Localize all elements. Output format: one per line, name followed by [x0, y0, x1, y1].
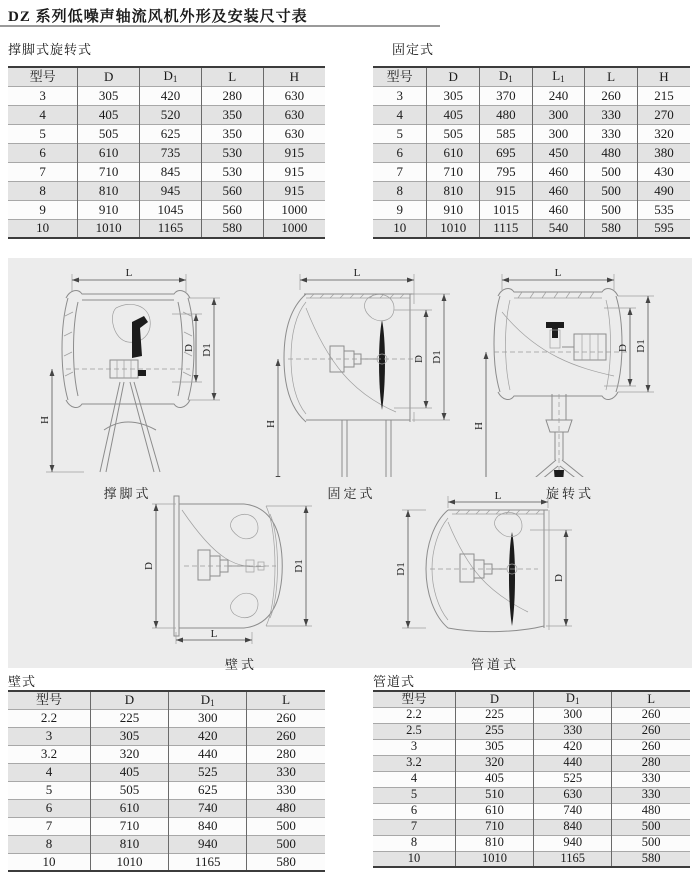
table-cell: 915 [263, 143, 325, 162]
table-header-row [8, 67, 325, 86]
wall-fan-figure [126, 490, 356, 648]
table-cell: 510 [455, 787, 533, 803]
dim-D1 [395, 510, 426, 628]
table-cell: 3.2 [373, 755, 455, 771]
table-cell: 260 [247, 709, 325, 727]
table-cell: 945 [140, 181, 202, 200]
table-cell: 2.5 [373, 723, 455, 739]
drawing-tripod-fan [20, 264, 235, 502]
svg-text:D: D [617, 344, 629, 352]
table-cell: 610 [78, 143, 140, 162]
table-row [373, 819, 690, 835]
dim-D1 [618, 296, 654, 392]
table-cell: 8 [373, 835, 455, 851]
table-cell: 5 [8, 124, 78, 143]
column-header: D [90, 691, 168, 709]
column-header: L [201, 67, 263, 86]
table-cell: 1000 [263, 219, 325, 238]
table-cell: 1045 [140, 200, 202, 219]
table-cell: 380 [637, 143, 690, 162]
table-cell: 320 [455, 755, 533, 771]
dimension-table-tripod-rotary [8, 66, 325, 239]
table-row [8, 781, 325, 799]
table-cell: 810 [455, 835, 533, 851]
table-cell: 8 [8, 835, 90, 853]
table-cell: 330 [534, 723, 612, 739]
table-row [8, 727, 325, 745]
table-cell: 595 [637, 219, 690, 238]
duct-fan-figure [380, 490, 610, 648]
column-header: $L_1$ [532, 67, 585, 86]
table-cell: 4 [8, 105, 78, 124]
table-cell: 370 [480, 86, 533, 105]
table-cell: 505 [90, 781, 168, 799]
table-cell: 430 [637, 162, 690, 181]
svg-text:H: H [265, 420, 277, 428]
table-cell: 500 [585, 181, 638, 200]
table-row [373, 86, 690, 105]
table-cell: 6 [373, 803, 455, 819]
table-cell: 480 [585, 143, 638, 162]
table-cell: 525 [534, 771, 612, 787]
column-header: $D_1$ [140, 67, 202, 86]
table-row [373, 707, 690, 723]
svg-text:L: L [210, 628, 218, 640]
table-cell: 330 [585, 105, 638, 124]
dimension-table-fixed [373, 66, 690, 239]
table-cell: 840 [169, 817, 247, 835]
drawing-fixed-fan [244, 264, 459, 502]
table-cell: 580 [585, 219, 638, 238]
table-cell: 440 [534, 755, 612, 771]
table-cell: 535 [637, 200, 690, 219]
table-cell: 330 [612, 771, 690, 787]
drawing-wall-fan [126, 490, 356, 673]
table-cell: 5 [8, 781, 90, 799]
drawing-caption: 旋转式 [545, 486, 594, 501]
table-cell: 330 [247, 781, 325, 799]
fixed-fan-figure [244, 264, 459, 477]
section-title-fixed: 固定式 [392, 42, 435, 57]
table-cell: 300 [169, 709, 247, 727]
table-header-row [8, 691, 325, 709]
table-row [8, 124, 325, 143]
table-cell: 910 [78, 200, 140, 219]
table-row [8, 143, 325, 162]
table-cell: 440 [169, 745, 247, 763]
table-row [8, 219, 325, 238]
table-cell: 3 [373, 739, 455, 755]
motor-and-impeller [184, 514, 276, 617]
table-cell: 500 [247, 835, 325, 853]
table-row [373, 851, 690, 867]
table-cell: 330 [585, 124, 638, 143]
table-cell: 530 [201, 143, 263, 162]
table-cell: 420 [534, 739, 612, 755]
table-cell: 610 [455, 803, 533, 819]
table-row [373, 723, 690, 739]
table-cell: 6 [373, 143, 427, 162]
svg-text:L: L [494, 490, 502, 502]
table-cell: 1010 [455, 851, 533, 867]
table-row [373, 124, 690, 143]
table-row [373, 162, 690, 181]
table-cell: 505 [427, 124, 480, 143]
table-cell: 630 [263, 124, 325, 143]
table-cell: 810 [90, 835, 168, 853]
table-cell: 420 [140, 86, 202, 105]
column-header: H [637, 67, 690, 86]
svg-text:H: H [39, 416, 51, 424]
table-cell: 625 [140, 124, 202, 143]
table-cell: 625 [169, 781, 247, 799]
column-header: D [455, 691, 533, 707]
table-cell: 4 [8, 763, 90, 781]
table-cell: 710 [90, 817, 168, 835]
section-title-wall: 壁式 [8, 674, 37, 689]
table-cell: 540 [532, 219, 585, 238]
table-cell: 280 [612, 755, 690, 771]
mounting-feet [326, 420, 391, 477]
table-cell: 8 [373, 181, 427, 200]
impeller-and-motor [66, 304, 190, 378]
column-header: L [585, 67, 638, 86]
table-cell: 740 [534, 803, 612, 819]
table-cell: 480 [247, 799, 325, 817]
table-cell: 1010 [90, 853, 168, 871]
svg-text:D1: D1 [635, 339, 647, 353]
table-cell: 1165 [534, 851, 612, 867]
table-cell: 8 [8, 181, 78, 200]
table-cell: 320 [90, 745, 168, 763]
table-header-row [373, 67, 690, 86]
table-cell: 1165 [169, 853, 247, 871]
table-cell: 710 [427, 162, 480, 181]
column-header: L [612, 691, 690, 707]
table-cell: 3 [8, 727, 90, 745]
column-header: $D_1$ [480, 67, 533, 86]
svg-text:D1: D1 [293, 559, 305, 573]
table-cell: 330 [612, 787, 690, 803]
dim-H [265, 359, 304, 477]
table-cell: 580 [612, 851, 690, 867]
table-cell: 1000 [263, 200, 325, 219]
svg-text:L: L [554, 267, 562, 279]
table-row [373, 200, 690, 219]
svg-text:H: H [473, 422, 485, 430]
table-cell: 630 [263, 105, 325, 124]
table-cell: 480 [612, 803, 690, 819]
column-header: 型号 [386, 68, 413, 84]
table-cell: 1010 [427, 219, 480, 238]
table-cell: 610 [90, 799, 168, 817]
table-cell: 810 [427, 181, 480, 200]
table-row [8, 799, 325, 817]
svg-text:D1: D1 [201, 343, 213, 357]
table-row [373, 835, 690, 851]
table-cell: 405 [90, 763, 168, 781]
table-cell: 2.2 [8, 709, 90, 727]
table-cell: 2.2 [373, 707, 455, 723]
table-cell: 1115 [480, 219, 533, 238]
motor-and-impeller [494, 322, 628, 360]
table-cell: 530 [201, 162, 263, 181]
table-row [8, 817, 325, 835]
drawing-rotary-fan [458, 264, 682, 502]
table-cell: 3 [373, 86, 427, 105]
table-cell: 500 [585, 200, 638, 219]
column-header: 型号 [35, 692, 62, 708]
table-cell: 350 [201, 124, 263, 143]
table-cell: 460 [532, 181, 585, 200]
table-cell: 5 [373, 124, 427, 143]
table-cell: 10 [8, 853, 90, 871]
table-cell: 505 [78, 124, 140, 143]
table-row [8, 200, 325, 219]
pedestal-stand [516, 394, 604, 477]
table-row [373, 143, 690, 162]
table-cell: 405 [427, 105, 480, 124]
table-cell: 305 [455, 739, 533, 755]
table-cell: 330 [247, 763, 325, 781]
svg-text:D1: D1 [431, 350, 443, 364]
drawing-caption: 固定式 [327, 486, 376, 501]
table-cell: 735 [140, 143, 202, 162]
table-cell: 225 [455, 707, 533, 723]
table-cell: 405 [78, 105, 140, 124]
table-cell: 940 [169, 835, 247, 853]
dim-L [300, 267, 414, 290]
table-cell: 3.2 [8, 745, 90, 763]
table-row [8, 853, 325, 871]
table-row [8, 162, 325, 181]
table-cell: 585 [480, 124, 533, 143]
dim-L [502, 267, 614, 290]
table-cell: 525 [169, 763, 247, 781]
table-cell: 280 [247, 745, 325, 763]
tripod-fan-figure [20, 264, 235, 477]
table-cell: 1010 [78, 219, 140, 238]
dim-L [72, 267, 186, 292]
svg-text:L: L [125, 267, 133, 279]
table-cell: 10 [373, 851, 455, 867]
dim-D [143, 504, 176, 628]
table-cell: 560 [201, 181, 263, 200]
table-cell: 305 [90, 727, 168, 745]
table-cell: 350 [201, 105, 263, 124]
table-cell: 260 [612, 723, 690, 739]
table-cell: 305 [427, 86, 480, 105]
svg-text:D: D [143, 562, 155, 570]
table-cell: 300 [532, 124, 585, 143]
table-row [8, 763, 325, 781]
drawing-caption: 管道式 [470, 657, 519, 672]
table-cell: 7 [8, 162, 78, 181]
dim-D [530, 530, 572, 626]
table-cell: 480 [480, 105, 533, 124]
table-cell: 3 [8, 86, 78, 105]
fan-housing [494, 289, 622, 400]
motor-and-impeller [288, 294, 424, 410]
table-cell: 10 [8, 219, 78, 238]
table-row [8, 105, 325, 124]
table-cell: 915 [480, 181, 533, 200]
table-cell: 420 [169, 727, 247, 745]
table-cell: 610 [427, 143, 480, 162]
table-cell: 695 [480, 143, 533, 162]
table-cell: 260 [585, 86, 638, 105]
table-cell: 710 [78, 162, 140, 181]
table-cell: 490 [637, 181, 690, 200]
dim-L [176, 628, 252, 644]
column-header: D [427, 67, 480, 86]
table-cell: 520 [140, 105, 202, 124]
table-cell: 460 [532, 162, 585, 181]
table-cell: 915 [263, 181, 325, 200]
table-cell: 580 [201, 219, 263, 238]
table-cell: 450 [532, 143, 585, 162]
table-cell: 260 [612, 707, 690, 723]
column-header: D [78, 67, 140, 86]
table-cell: 6 [8, 799, 90, 817]
column-header: H [263, 67, 325, 86]
table-row [373, 219, 690, 238]
section-title-tripod-rotary: 撑脚式旋转式 [8, 42, 93, 57]
table-row [8, 86, 325, 105]
column-header: L [247, 691, 325, 709]
fan-housing [426, 510, 549, 632]
table-cell: 305 [78, 86, 140, 105]
table-cell: 255 [455, 723, 533, 739]
table-cell: 260 [247, 727, 325, 745]
table-row [373, 771, 690, 787]
tripod-stand [100, 382, 160, 472]
table-cell: 9 [8, 200, 78, 219]
table-cell: 915 [263, 162, 325, 181]
drawing-caption: 撑脚式 [103, 486, 152, 501]
table-cell: 7 [373, 819, 455, 835]
table-cell: 630 [263, 86, 325, 105]
dim-L [448, 490, 548, 508]
title-divider [0, 25, 440, 27]
dimension-table-wall [8, 690, 325, 872]
table-cell: 7 [373, 162, 427, 181]
column-header: 型号 [401, 691, 427, 706]
section-title-duct: 管道式 [373, 674, 416, 689]
rotary-fan-figure [458, 264, 682, 477]
dim-H [473, 352, 514, 477]
svg-text:D1: D1 [395, 562, 407, 576]
table-cell: 240 [532, 86, 585, 105]
table-cell: 500 [585, 162, 638, 181]
table-cell: 10 [373, 219, 427, 238]
dim-D [394, 310, 432, 408]
table-cell: 5 [373, 787, 455, 803]
table-cell: 560 [201, 200, 263, 219]
table-cell: 1015 [480, 200, 533, 219]
page-title: DZ 系列低噪声轴流风机外形及安装尺寸表 [8, 9, 308, 25]
table-cell: 500 [612, 835, 690, 851]
table-cell: 9 [373, 200, 427, 219]
table-cell: 405 [455, 771, 533, 787]
table-row [8, 835, 325, 853]
dim-D [172, 314, 202, 382]
table-cell: 580 [247, 853, 325, 871]
table-cell: 710 [455, 819, 533, 835]
table-cell: 260 [612, 739, 690, 755]
drawing-duct-fan [380, 490, 610, 673]
drawing-caption: 壁式 [224, 657, 257, 672]
table-cell: 910 [427, 200, 480, 219]
table-cell: 215 [637, 86, 690, 105]
table-row [373, 739, 690, 755]
table-row [8, 709, 325, 727]
column-header: 型号 [29, 68, 56, 84]
table-cell: 795 [480, 162, 533, 181]
svg-text:L: L [353, 267, 361, 279]
svg-text:D: D [553, 574, 565, 582]
table-cell: 840 [534, 819, 612, 835]
table-row [373, 803, 690, 819]
table-cell: 500 [612, 819, 690, 835]
table-cell: 7 [8, 817, 90, 835]
column-header: $D_1$ [534, 691, 612, 707]
svg-text:D: D [183, 344, 195, 352]
drawings-panel [8, 258, 692, 672]
table-cell: 810 [78, 181, 140, 200]
fan-housing [62, 291, 194, 408]
table-row [373, 755, 690, 771]
table-cell: 300 [532, 105, 585, 124]
svg-text:D: D [413, 355, 425, 363]
table-row [8, 181, 325, 200]
table-row [373, 787, 690, 803]
table-row [8, 745, 325, 763]
table-cell: 845 [140, 162, 202, 181]
table-cell: 940 [534, 835, 612, 851]
table-cell: 740 [169, 799, 247, 817]
table-cell: 6 [8, 143, 78, 162]
table-cell: 500 [247, 817, 325, 835]
table-cell: 320 [637, 124, 690, 143]
table-cell: 4 [373, 105, 427, 124]
table-cell: 630 [534, 787, 612, 803]
table-cell: 225 [90, 709, 168, 727]
table-cell: 1165 [140, 219, 202, 238]
table-cell: 270 [637, 105, 690, 124]
table-cell: 300 [534, 707, 612, 723]
table-row [373, 181, 690, 200]
column-header: $D_1$ [169, 691, 247, 709]
dim-H [39, 369, 84, 472]
dimension-table-duct [373, 690, 690, 868]
table-cell: 460 [532, 200, 585, 219]
table-header-row [373, 691, 690, 707]
table-cell: 4 [373, 771, 455, 787]
table-row [373, 105, 690, 124]
table-cell: 280 [201, 86, 263, 105]
